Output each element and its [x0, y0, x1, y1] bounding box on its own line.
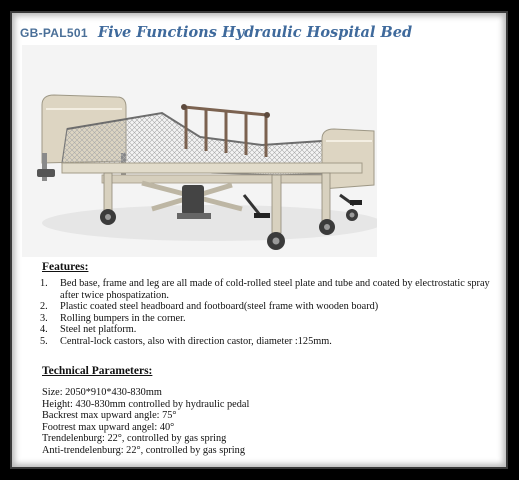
item-number: 1. — [40, 278, 48, 289]
item-text: Rolling bumpers in the corner. — [60, 312, 186, 324]
list-item — [40, 313, 490, 325]
list-item — [40, 324, 490, 336]
parameter-backrest-angle: Backrest max upward angle: 75° — [42, 410, 177, 421]
parameter-size: Size: 2050*910*430-830mm — [42, 387, 162, 398]
list-item — [40, 301, 490, 313]
parameter-footrest-angle: Footrest max upward angel: 40° — [42, 421, 175, 433]
features-list — [40, 278, 490, 348]
item-number: 4. — [40, 324, 48, 336]
parameter-height: Height: 430-830mm controlled by hydraulic pedal — [42, 398, 250, 410]
features-heading: Features: — [42, 261, 89, 273]
item-text: Bed base, frame and leg are all made of cold-rolled steel plate and tube and coated by electrostatic spray after twice phospatization. — [60, 278, 490, 301]
product-name: Five Functions Hydraulic Hospital Bed — [97, 24, 413, 41]
item-text: Central-lock castors, also with direction castor, diameter :125mm. — [60, 335, 332, 347]
product-title — [20, 24, 412, 42]
list-item — [40, 278, 490, 301]
hospital-bed-photo — [22, 45, 377, 257]
item-number: 3. — [40, 312, 48, 324]
item-text: Plastic coated steel headboard and footboard(steel frame with wooden board) — [60, 301, 379, 313]
parameter-trendelenburg: Trendelenburg: 22°, controlled by gas spring — [42, 433, 227, 444]
item-number: 5. — [40, 335, 48, 347]
technical-parameters-heading: Technical Parameters: — [42, 365, 153, 377]
item-number: 2. — [40, 301, 48, 313]
parameter-anti-trendelenburg: Anti-trendelenburg: 22°, controlled by gas spring — [42, 444, 245, 456]
model-number: GB-PAL501 — [20, 26, 88, 40]
technical-parameters-list — [42, 387, 482, 456]
item-text: Steel net platform. — [60, 324, 137, 336]
list-item — [40, 336, 490, 348]
document-frame — [10, 11, 508, 469]
